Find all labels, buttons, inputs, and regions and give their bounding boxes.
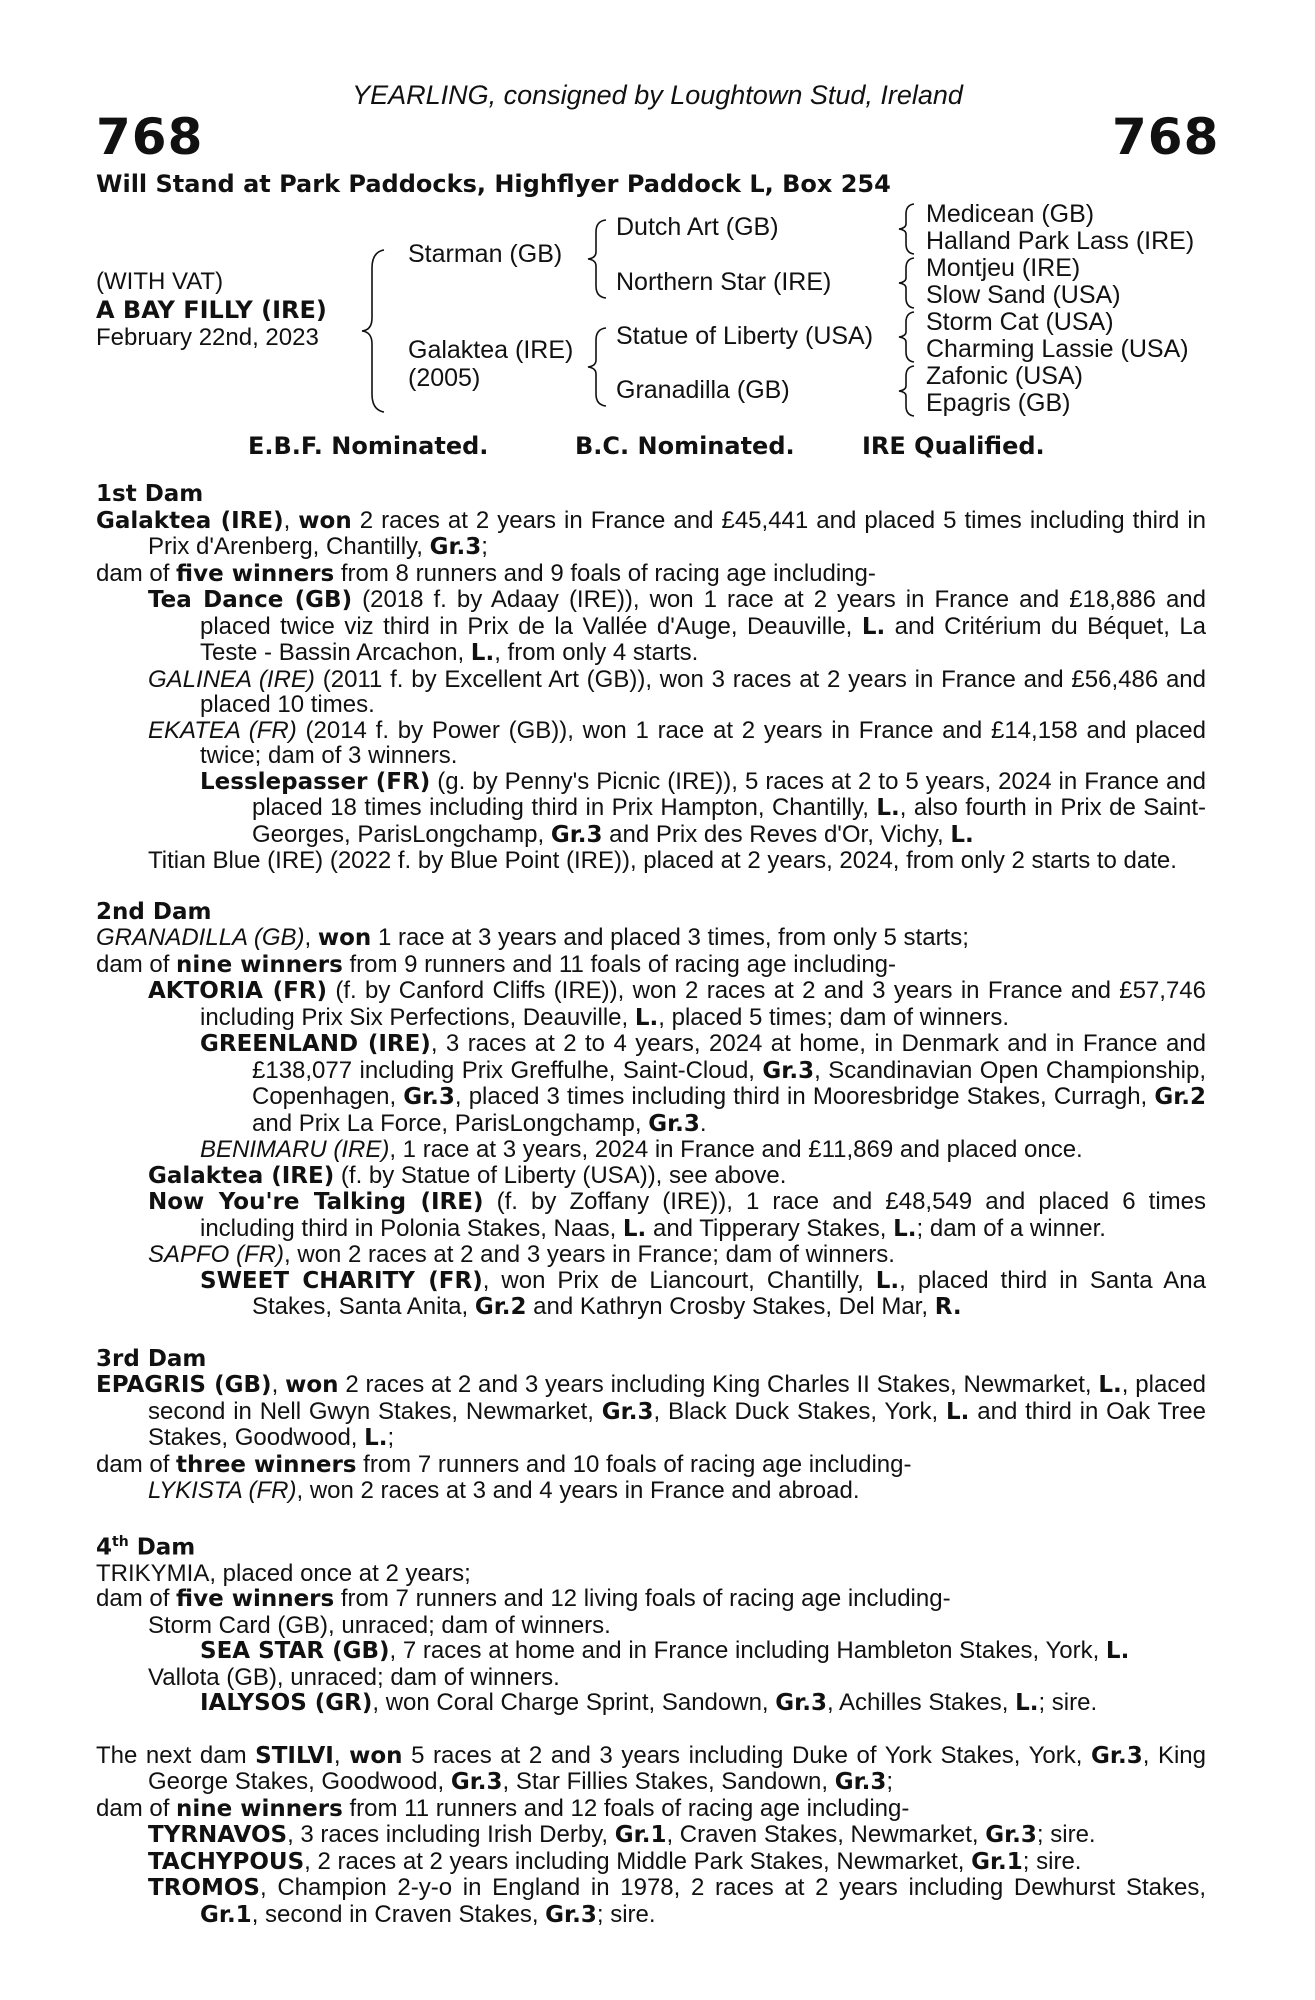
section-heading: 2nd Dam [96, 898, 212, 925]
ggparent: Epagris (GB) [926, 389, 1071, 417]
section-heading: 4th Dam [96, 1533, 196, 1561]
produce-entry: IALYSOS (GR), won Coral Charge Sprint, Sandown, Gr.3, Achilles Stakes, L.; sire. [200, 1689, 1098, 1717]
sire-name: Starman (GB) [408, 240, 563, 268]
dam-entry: TRIKYMIA, placed once at 2 years; [96, 1559, 471, 1587]
produce-entry: Lesslepasser (FR) (g. by Penny's Picnic (IRE)), 5 races at 2 to 5 years, 2024 in France and placed 18 times including third in Prix Hampton, Chantilly, L., also fourth in Prix de Saint-Georges, ParisLongchamp, Gr.3 and Prix des Reves d'Or, Vichy, L. [200, 767, 1206, 848]
dam-dam: Granadilla (GB) [616, 376, 790, 404]
ggparent: Zafonic (USA) [926, 362, 1083, 390]
dam-year: (2005) [408, 364, 481, 392]
produce-entry: GREENLAND (IRE), 3 races at 2 to 4 years, 2024 at home, in Denmark and in France and £138,077 including Prix Greffulhe, Saint-Cloud, Gr.3, Scandinavian Open Championship, Copenhagen, Gr.3, placed 3 times including third in Mooresbridge Stakes, Curragh, Gr.2 and Prix La Force, ParisLongchamp, Gr.3. [200, 1030, 1207, 1137]
produce-entry: Now You're Talking (IRE) (f. by Zoffany (IRE)), 1 race and £48,549 and placed 6 times including third in Polonia Stakes, Naas, L. and Tipperary Stakes, L.; dam of a winner. [148, 1188, 1207, 1242]
produce-entry: Titian Blue (IRE) (2022 f. by Blue Point (IRE)), placed at 2 years, 2024, from only 2 starts to date. [148, 847, 1177, 874]
nomination-ebf: E.B.F. Nominated. [248, 432, 489, 460]
section-heading: 1st Dam [96, 481, 204, 507]
catalogue-body [96, 482, 1206, 1928]
dam-entry: EPAGRIS (GB), won 2 races at 2 and 3 years including King Charles II Stakes, Newmarket, L., placed second in Nell Gwyn Stakes, Newmarket, Gr.3, Black Duck Stakes, York, L. and third in Oak Tree Stakes, Goodwood, L.; [96, 1371, 1207, 1451]
horse-name: A BAY FILLY (IRE) [96, 296, 327, 324]
produce-summary: dam of three winners from 7 runners and 10 foals of racing age including- [96, 1450, 912, 1478]
brace-icon [896, 364, 918, 418]
brace-icon [896, 310, 918, 364]
produce-entry: Vallota (GB), unraced; dam of winners. [148, 1663, 560, 1691]
dam-name: Galaktea (IRE) [408, 336, 574, 364]
dam-entry: Galaktea (IRE), won 2 races at 2 years in France and £45,441 and placed 5 times including third in Prix d'Arenberg, Chantilly, Gr.3; [96, 506, 1206, 560]
brace-icon [896, 202, 918, 256]
ggparent: Charming Lassie (USA) [926, 335, 1189, 363]
brace-icon [586, 218, 610, 300]
produce-entry: GALINEA (IRE) (2011 f. by Excellent Art (GB)), won 3 races at 2 years in France and £56,486 and placed 10 times. [148, 665, 1207, 718]
consignor-subtitle: YEARLING, consigned by Loughtown Stud, Ireland [352, 80, 963, 110]
produce-summary: dam of five winners from 8 runners and 9 foals of racing age including- [96, 559, 876, 587]
ggparent: Halland Park Lass (IRE) [926, 227, 1195, 255]
produce-entry: Tea Dance (GB) (2018 f. by Adaay (IRE)), won 1 race at 2 years in France and £18,886 and placed twice viz third in Prix de la Vallée d'Auge, Deauville, L. and Critérium du Béquet, La Teste - Bassin Arcachon, L., from only 4 starts. [148, 586, 1207, 666]
produce-entry: TYRNAVOS, 3 races including Irish Derby, Gr.1, Craven Stakes, Newmarket, Gr.3; sire. [148, 1821, 1096, 1849]
brace-icon [586, 326, 610, 408]
produce-entry: AKTORIA (FR) (f. by Canford Cliffs (IRE)), won 2 races at 2 and 3 years in France and £57,746 including Prix Six Perfections, Deauville, L., placed 5 times; dam of winners. [148, 977, 1207, 1031]
produce-summary: dam of five winners from 7 runners and 12 living foals of racing age including- [96, 1585, 951, 1613]
produce-entry: BENIMARU (IRE), 1 race at 3 years, 2024 in France and £11,869 and placed once. [200, 1136, 1083, 1163]
foaling-date: February 22nd, 2023 [96, 324, 319, 351]
lot-number-right: 768 [1112, 108, 1220, 166]
section-heading: 3rd Dam [96, 1345, 207, 1372]
sire-dam: Northern Star (IRE) [616, 268, 832, 296]
produce-entry: TACHYPOUS, 2 races at 2 years including Middle Park Stakes, Newmarket, Gr.1; sire. [148, 1847, 1082, 1875]
produce-entry: SEA STAR (GB), 7 races at home and in France including Hambleton Stakes, York, L. [200, 1637, 1130, 1665]
produce-summary: dam of nine winners from 9 runners and 11 foals of racing age including- [96, 950, 897, 978]
lot-number-left: 768 [96, 108, 204, 166]
ggparent: Medicean (GB) [926, 200, 1095, 228]
produce-entry: TROMOS, Champion 2-y-o in England in 1978, 2 races at 2 years including Dewhurst Stakes, Gr.1, second in Craven Stakes, Gr.3; sire. [148, 1874, 1206, 1928]
nomination-ire: IRE Qualified. [862, 432, 1045, 460]
produce-summary: dam of nine winners from 11 runners and 12 foals of racing age including- [96, 1794, 910, 1822]
dam-entry: GRANADILLA (GB), won 1 race at 3 years and placed 3 times, from only 5 starts; [96, 924, 969, 951]
next-dam-entry: The next dam STILVI, won 5 races at 2 and 3 years including Duke of York Stakes, York, Gr.3, King George Stakes, Goodwood, Gr.3, Star Fillies Stakes, Sandown, Gr.3; [96, 1741, 1207, 1796]
produce-entry: EKATEA (FR) (2014 f. by Power (GB)), won 1 race at 2 years in France and £14,158 and placed twice; dam of 3 winners. [148, 716, 1207, 769]
ggparent: Slow Sand (USA) [926, 281, 1121, 309]
vat-note: (WITH VAT) [96, 268, 224, 295]
produce-entry: Storm Card (GB), unraced; dam of winners. [148, 1611, 611, 1639]
sire-sire: Dutch Art (GB) [616, 213, 779, 241]
brace-icon [896, 256, 918, 310]
produce-entry: LYKISTA (FR), won 2 races at 3 and 4 years in France and abroad. [148, 1477, 860, 1504]
stand-location: Will Stand at Park Paddocks, Highflyer Paddock L, Box 254 [96, 170, 891, 198]
produce-entry: SWEET CHARITY (FR), won Prix de Liancourt, Chantilly, L., placed third in Santa Ana Stakes, Santa Anita, Gr.2 and Kathryn Crosby Stakes, Del Mar, R. [200, 1266, 1206, 1320]
produce-entry: Galaktea (IRE) (f. by Statue of Liberty (USA)), see above. [148, 1161, 787, 1189]
nomination-bc: B.C. Nominated. [575, 432, 795, 460]
brace-icon [360, 248, 390, 414]
dam-sire: Statue of Liberty (USA) [616, 322, 874, 350]
ggparent: Montjeu (IRE) [926, 254, 1081, 282]
produce-entry: SAPFO (FR), won 2 races at 2 and 3 years in France; dam of winners. [148, 1241, 895, 1268]
ggparent: Storm Cat (USA) [926, 308, 1114, 336]
